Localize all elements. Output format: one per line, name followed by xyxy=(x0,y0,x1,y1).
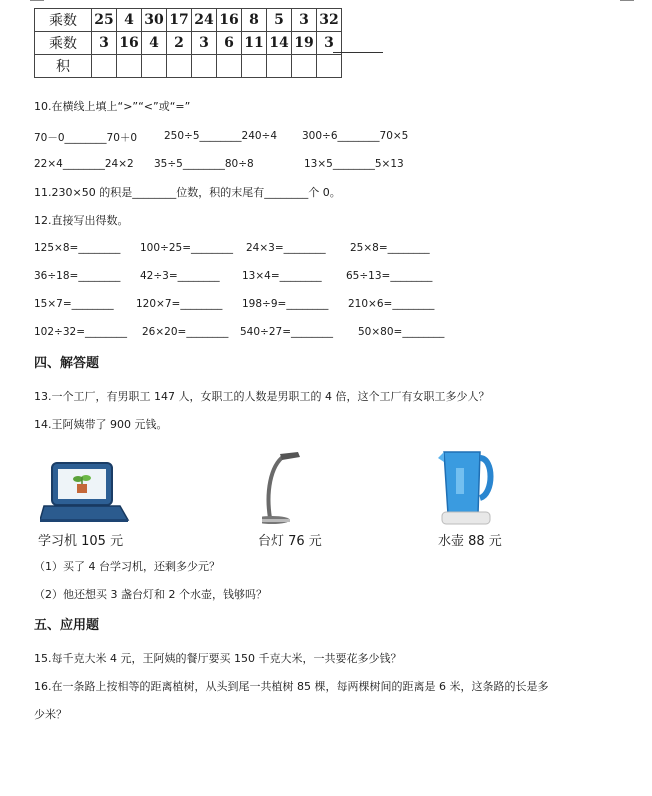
calc-item: 120×7=________ xyxy=(136,298,223,310)
desk-lamp-image xyxy=(262,448,312,526)
calc-item: 102÷32=________ xyxy=(34,326,127,338)
answer-cell[interactable] xyxy=(142,55,167,78)
kettle-caption: 水壶 88 元 xyxy=(438,534,502,549)
page-corner-mark-left xyxy=(30,0,44,1)
section-heading-4: 四、解答题 xyxy=(34,356,100,371)
row-label: 乘数 xyxy=(35,32,92,55)
q16-text-line-1: 16.在一条路上按相等的距离植树，从头到尾一共植树 85 棵，每两棵树间的距离是 6 米，这条路的长是多 xyxy=(34,680,549,693)
table-cell: 3 xyxy=(317,32,342,55)
table-cell: 14 xyxy=(267,32,292,55)
table-cell: 16 xyxy=(217,9,242,32)
answer-cell[interactable] xyxy=(292,55,317,78)
table-row xyxy=(35,55,342,78)
page-corner-mark-right xyxy=(620,0,634,1)
q13-text: 13.一个工厂，有男职工 147 人，女职工的人数是男职工的 4 倍，这个工厂有女职工多少人？ xyxy=(34,390,490,403)
calc-item: 198÷9=________ xyxy=(242,298,329,310)
calc-item: 26×20=________ xyxy=(142,326,229,338)
row-label: 积 xyxy=(35,55,92,78)
answer-cell[interactable] xyxy=(92,55,117,78)
q14-subquestion-1: （1）买了 4 台学习机，还剩多少元？ xyxy=(34,560,220,573)
table-cell: 30 xyxy=(142,9,167,32)
comparison-item: 70－0________70＋0 xyxy=(34,132,138,144)
answer-cell[interactable] xyxy=(267,55,292,78)
desk-lamp-caption: 台灯 76 元 xyxy=(258,534,322,549)
answer-cell[interactable] xyxy=(167,55,192,78)
calc-item: 13×4=________ xyxy=(242,270,322,282)
table-cell: 16 xyxy=(117,32,142,55)
answer-cell[interactable] xyxy=(117,55,142,78)
section-heading-5: 五、应用题 xyxy=(34,618,100,633)
table-cell: 3 xyxy=(92,32,117,55)
table-cell: 32 xyxy=(317,9,342,32)
q14-subquestion-2: （2）他还想买 3 盏台灯和 2 个水壶，钱够吗？ xyxy=(34,588,267,601)
row-label: 乘数 xyxy=(35,9,92,32)
table-cell: 4 xyxy=(142,32,167,55)
table-cell: 11 xyxy=(242,32,267,55)
table-cell: 3 xyxy=(192,32,217,55)
calc-item: 15×7=________ xyxy=(34,298,114,310)
table-cell: 19 xyxy=(292,32,317,55)
calc-item: 42÷3=________ xyxy=(140,270,220,282)
comparison-item: 250÷5________240÷4 xyxy=(164,130,278,142)
table-cell: 3 xyxy=(292,9,317,32)
table-row xyxy=(35,9,342,32)
table-row xyxy=(35,32,342,55)
q16-text-line-2: 少米？ xyxy=(34,708,67,721)
calc-item: 24×3=________ xyxy=(246,242,326,254)
q14-title: 14.王阿姨带了 900 元钱。 xyxy=(34,418,168,431)
table-cell: 8 xyxy=(242,9,267,32)
table-cell: 25 xyxy=(92,9,117,32)
kettle-image xyxy=(438,448,502,528)
comparison-item: 13×5________5×13 xyxy=(304,158,404,170)
comparison-item: 22×4________24×2 xyxy=(34,158,134,170)
calc-item: 65÷13=________ xyxy=(346,270,433,282)
multiplication-table xyxy=(34,8,342,78)
table-cell: 24 xyxy=(192,9,217,32)
calc-item: 540÷27=________ xyxy=(240,326,333,338)
q15-text: 15.每千克大米 4 元，王阿姨的餐厅要买 150 千克大米，一共要花多少钱？ xyxy=(34,652,402,665)
study-machine-image xyxy=(40,460,130,524)
calc-item: 125×8=________ xyxy=(34,242,121,254)
table-cell: 5 xyxy=(267,9,292,32)
calc-item: 210×6=________ xyxy=(348,298,435,310)
table-cell: 17 xyxy=(167,9,192,32)
answer-cell[interactable] xyxy=(192,55,217,78)
comparison-item: 300÷6________70×5 xyxy=(302,130,409,142)
calc-item: 25×8=________ xyxy=(350,242,430,254)
answer-cell[interactable] xyxy=(217,55,242,78)
answer-cell[interactable] xyxy=(317,55,342,78)
comparison-item: 35÷5________80÷8 xyxy=(154,158,254,170)
answer-blank-line xyxy=(333,52,383,53)
table-cell: 4 xyxy=(117,9,142,32)
answer-cell[interactable] xyxy=(242,55,267,78)
calc-item: 100÷25=________ xyxy=(140,242,233,254)
table-cell: 2 xyxy=(167,32,192,55)
q12-title: 12.直接写出得数。 xyxy=(34,214,129,227)
calc-item: 36÷18=________ xyxy=(34,270,121,282)
table-cell: 6 xyxy=(217,32,242,55)
calc-item: 50×80=________ xyxy=(358,326,445,338)
q11-text: 11.230×50 的积是________位数，积的末尾有________个 0。 xyxy=(34,186,341,199)
study-machine-caption: 学习机 105 元 xyxy=(38,534,124,549)
q10-title: 10.在横线上填上“>”“<”或“=” xyxy=(34,100,191,113)
